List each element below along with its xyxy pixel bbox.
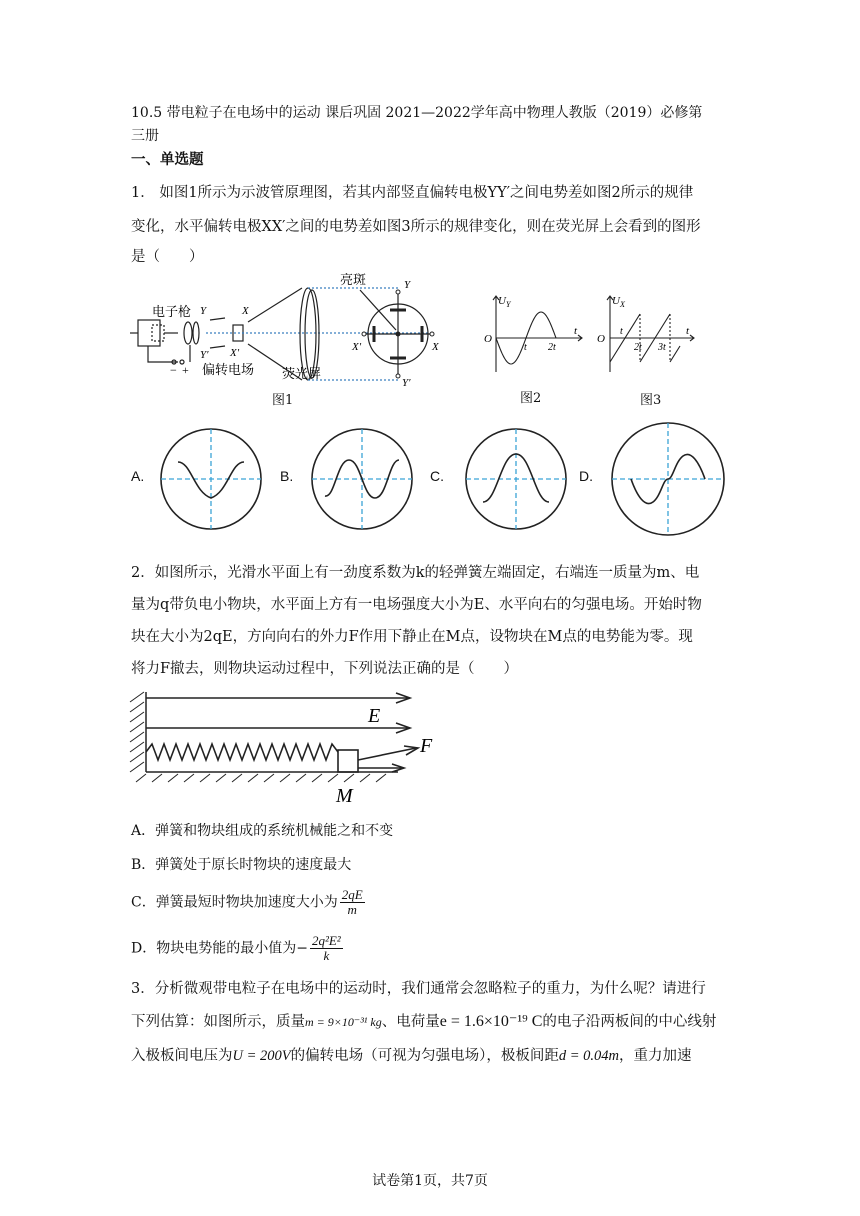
q1-line-1: 1． 如图1所示为示波管原理图，若其内部竖直偏转电极YY′之间电势差如图2所示的规律 [131,185,694,201]
q2-option-d[interactable] [131,934,345,963]
fig2-origin: O [484,333,492,345]
q3-line-2 [131,1012,716,1032]
title-line-1: 10.5 带电粒子在电场中的运动 课后巩固 2021—2022学年高中物理人教版（2019）必修第 [131,105,703,121]
q3-text: 的电子沿两板间的中心线射 [542,1014,717,1030]
fraction-denominator: k [323,948,330,963]
fraction-denominator: m [347,902,357,917]
label-screen-yp: Y′ [402,377,411,389]
label-bright-spot: 亮斑 [340,272,367,287]
fig3-axis-y: U [612,295,620,307]
fraction-numerator: 2q²E² [311,933,341,948]
q1-option-c-screen[interactable] [461,424,571,534]
figure-2-uy-graph [478,290,588,380]
q1-option-d-label[interactable]: D. [579,468,593,484]
fig2-axis-x: t [574,325,578,337]
q3-mass-value: m = 9×10⁻³¹ kg [305,1015,382,1029]
q2-line-3: 块在大小为2qE，方向向右的外力F作用下静止在M点，设物块在M点的电势能为零。现 [131,629,693,645]
title-line-2: 三册 [131,128,159,144]
fig3-origin: O [597,333,605,345]
q2-option-a[interactable]: A．弹簧和物块组成的系统机械能之和不变 [131,823,394,839]
fig2-tick-2t: 2t [548,342,556,353]
figure-3-ux-graph [594,290,704,380]
label-fig1-yp: Y′ [200,349,209,361]
q2-line-1: 2．如图所示，光滑水平面上有一劲度系数为k的轻弹簧左端固定，右端连一质量为m、电 [131,565,700,581]
q2-option-d-text: D．物块电势能的最小值为− [131,940,308,957]
q3-charge-value: e = 1.6×10⁻¹⁹ C [439,1013,543,1030]
q3-text: 下列估算：如图所示，质量 [131,1014,305,1030]
fig3-tick-t: t [620,326,623,337]
label-deflection-field: 偏转电场 [202,362,255,377]
q1-option-a-label[interactable]: A. [131,468,145,484]
label-screen-xp: X′ [352,341,362,353]
q3-line-3 [131,1046,692,1066]
q3-line-1: 3．分析微观带电粒子在电场中的运动时，我们通常会忽略粒子的重力，为什么呢？请进行 [131,981,706,997]
q1-option-b-screen[interactable] [307,424,417,534]
fig2-tick-t: t [524,342,527,353]
fig2-caption: 图2 [520,391,542,406]
q2-spring-figure [126,688,446,806]
q3-voltage-value: U = 200V [232,1048,291,1064]
label-fig1-xp: X′ [230,347,240,359]
fig3-tick-3t: 3t [658,342,666,353]
q2-option-c[interactable] [131,888,367,917]
fraction-numerator: 2qE [341,887,363,902]
q2-line-2: 量为q带负电小物块，水平面上方有一电场强度大小为E、水平向右的匀强电场。开始时物 [131,597,702,613]
q3-text: ，重力加速 [619,1048,692,1064]
label-point-m: M [336,785,353,806]
q3-text: 入极板间电压为 [131,1048,233,1064]
fig3-axis-x: t [686,325,690,337]
q1-option-c-label[interactable]: C. [430,468,444,484]
fig3-axis-y-sub: X [620,300,625,309]
q2-option-d-fraction [310,934,343,963]
label-screen-y: Y [404,279,411,291]
label-field-e: E [368,705,381,727]
q2-option-c-fraction [340,888,365,917]
section-heading: 一、单选题 [131,151,204,168]
fig3-caption: 图3 [640,393,662,408]
q2-option-b[interactable]: B．弹簧处于原长时物块的速度最大 [131,857,352,873]
q1-option-a-screen[interactable] [156,424,266,534]
label-electron-gun: 电子枪 [152,304,192,319]
label-minus: − [170,363,177,377]
fig3-tick-2t: 2t [634,342,642,353]
label-fig1-y: Y [200,305,207,317]
label-plus: + [182,363,189,377]
fig2-axis-y-sub: Y [506,300,511,309]
fig2-axis-y: U [498,295,506,307]
q1-line-2: 变化，水平偏转电极XX′之间的电势差如图3所示的规律变化，则在荧光屏上会看到的图形 [131,219,701,235]
q3-distance-value: d = 0.04m [558,1048,620,1064]
fig1-caption: 图1 [272,393,294,408]
q1-line-3: 是（ ） [131,249,204,265]
q3-text: 的偏转电场（可视为匀强电场），极板间距 [290,1048,559,1064]
label-screen: 荧光屏 [282,366,322,381]
label-force-f: F [420,735,433,757]
label-screen-x: X [432,341,439,353]
q3-text: 、电荷量 [381,1014,440,1030]
q2-option-c-text: C．弹簧最短时物块加速度大小为 [131,894,338,911]
q1-option-b-label[interactable]: B. [280,468,294,484]
page-footer: 试卷第1页，共7页 [372,1173,488,1189]
q2-line-4: 将力F撤去，则物块运动过程中，下列说法正确的是（ ） [131,661,519,677]
label-fig1-x: X [242,305,249,317]
q1-option-d-screen[interactable] [607,418,729,540]
